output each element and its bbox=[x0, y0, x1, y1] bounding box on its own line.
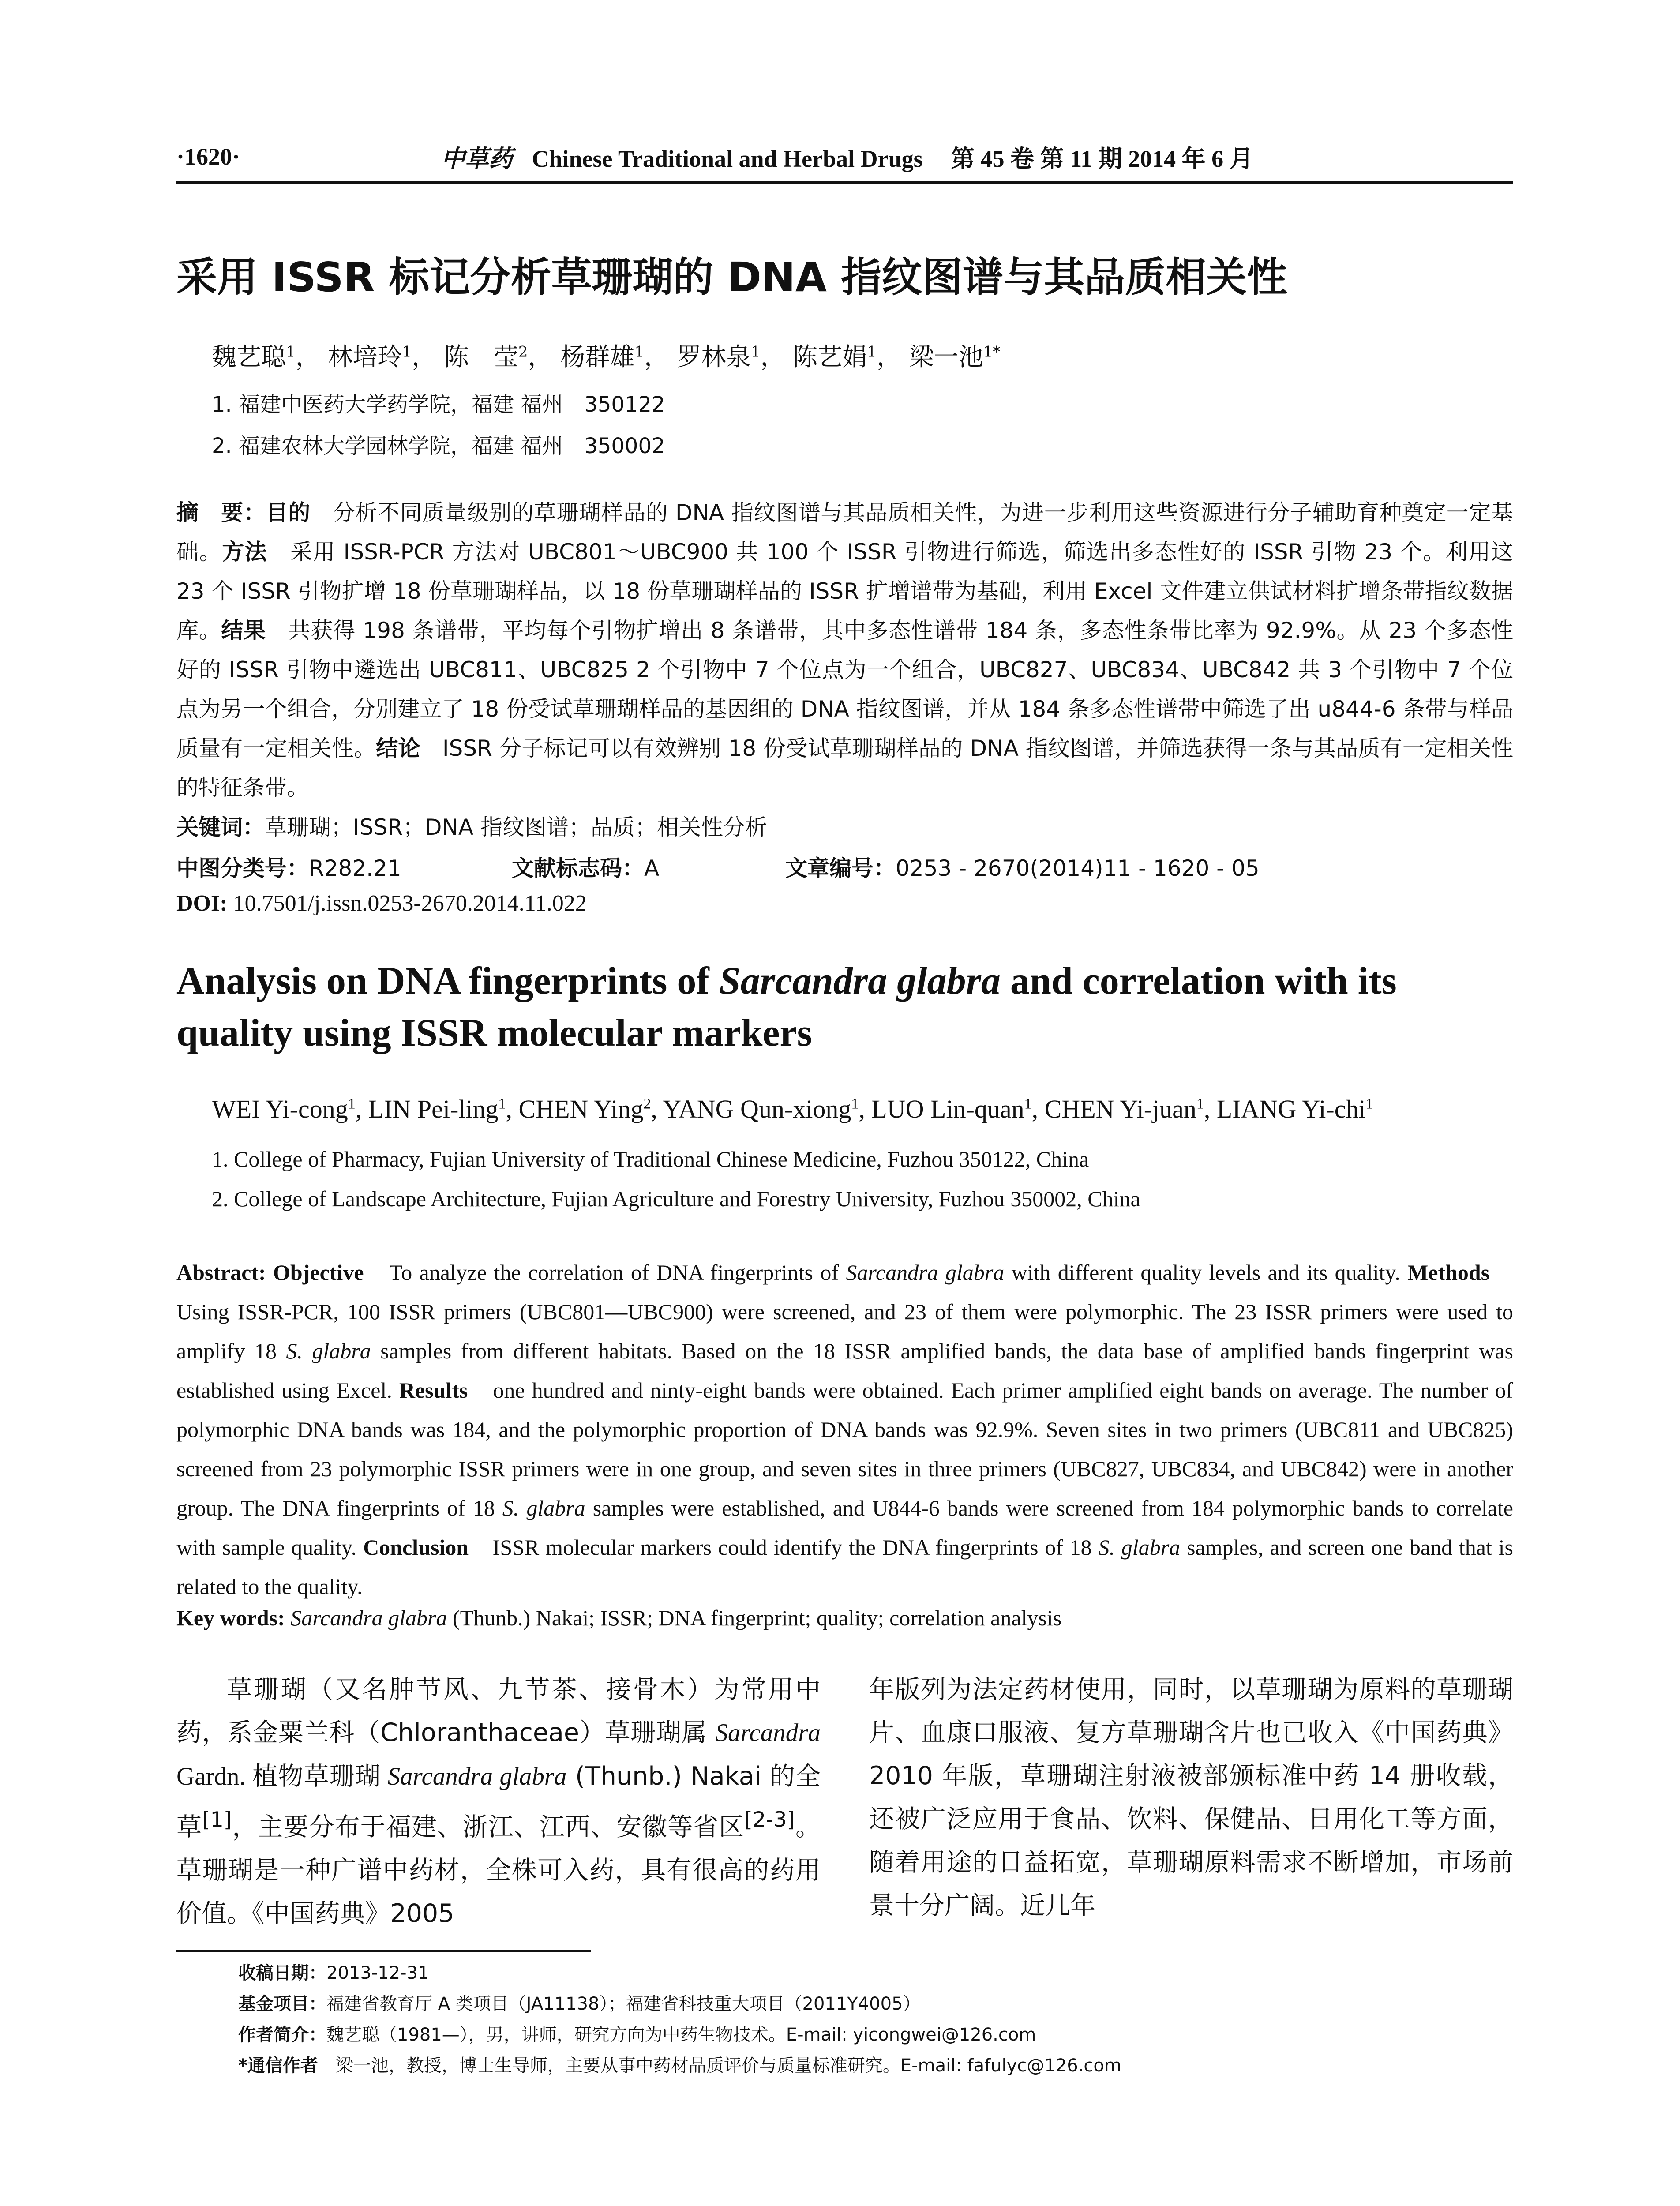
author-sup: 1* bbox=[983, 343, 1001, 361]
footnote-text: 梁一池，教授，博士生导师，主要从事中药材品质评价与质量标准研究。E-mail: fafulyc@126.com bbox=[318, 2056, 1121, 2076]
author-en: LIANG Yi-chi bbox=[1216, 1095, 1366, 1123]
author-sup: 1 bbox=[867, 343, 877, 361]
species-name: Sarcandra glabra bbox=[387, 1763, 567, 1790]
article-label: 文章编号： bbox=[785, 855, 896, 881]
methods-text: samples from different habitats. Based on the 18 ISSR amplified bands, the data base of amplified bands fingerprint was established using Excel. bbox=[176, 1339, 1513, 1403]
keywords-en-label: Key words: bbox=[176, 1606, 285, 1630]
body-text: (Thunb.) Nakai 的全草 bbox=[176, 1762, 821, 1842]
classification-line bbox=[176, 851, 1513, 882]
body-text: Gardn. 植物草珊瑚 bbox=[176, 1763, 388, 1790]
objective-text: with different quality levels and its quality. bbox=[1004, 1260, 1408, 1285]
footnote-text: 2013-12-31 bbox=[326, 1963, 429, 1983]
keywords-cn bbox=[176, 810, 767, 841]
footnote-label: 基金项目： bbox=[238, 1994, 326, 2014]
affiliation-cn-1: 1. 福建中医药大学药学院，福建 福州 350122 bbox=[212, 392, 665, 417]
article-number bbox=[785, 851, 1260, 882]
affiliation-en-2: 2. College of Landscape Architecture, Fujian Agriculture and Forestry University, Fuzhou 350002, China bbox=[212, 1186, 1140, 1211]
species-name: S. glabra bbox=[1098, 1535, 1181, 1560]
author-sup: 2 bbox=[518, 343, 528, 361]
author-en: CHEN Yi-juan bbox=[1044, 1095, 1196, 1123]
body-column-left bbox=[176, 1668, 821, 1935]
class-number bbox=[176, 851, 512, 882]
results-text: samples were established, and U844-6 bands were screened from 184 polymorphic bands to correlate with sample quality. bbox=[176, 1496, 1513, 1560]
doi-value[interactable]: 10.7501/j.issn.0253-2670.2014.11.022 bbox=[227, 891, 587, 916]
authors-en: WEI Yi-cong$^1$, LIN Pei-ling$^1$, CHEN Ying$^2$, YANG Qun-xiong$^1$, LUO Lin-quan$^1$, CHEN Yi-juan$^1$, LIANG Yi-chi$^1$ bbox=[212, 1095, 1373, 1123]
keywords-en bbox=[176, 1605, 1513, 1631]
author-sup: 1 bbox=[851, 1095, 859, 1112]
doi-label: DOI: bbox=[176, 891, 228, 916]
results-text: 共获得 198 条谱带，平均每个引物扩增出 8 条谱带，其中多态性谱带 184 条，多态性条带比率为 92.9%。从 23 个多态性好的 ISSR 引物中遴选出 UBC811、UBC825 2 个引物中 7 个位点为一个组合，UBC827、UBC834、UBC842 共 3 个引物中 7 个位点为另一个组合，分别建立了 18 份受试草珊瑚样品的基因组的 DNA 指纹图谱，并从 184 条多态性谱带中筛选了出 u844-6 条带与样品质量有一定相关性。 bbox=[176, 618, 1513, 761]
author-sup: 1 bbox=[402, 343, 412, 361]
class-label: 中图分类号： bbox=[176, 855, 309, 881]
doccode-label: 文献标志码： bbox=[512, 855, 644, 881]
journal-title bbox=[441, 140, 1253, 174]
species-name: S. glabra bbox=[502, 1496, 585, 1520]
objective-text: To analyze the correlation of DNA fingerprints of bbox=[364, 1260, 846, 1285]
author-en: LUO Lin-quan bbox=[871, 1095, 1024, 1123]
body-text: 。草珊瑚是一种广谱中药材，全株可入药，具有很高的药用价值。《中国药典》2005 bbox=[176, 1812, 821, 1928]
author-en: CHEN Ying bbox=[518, 1095, 644, 1123]
doi-line bbox=[176, 890, 587, 916]
class-value: R282.21 bbox=[309, 855, 401, 881]
authors-cn: 魏艺聪$^1$， 林培玲$^1$， 陈 莹$^2$， 杨群雄$^1$， 罗林泉$^1$， 陈艺娟$^1$， 梁一池$^{1*}$ bbox=[212, 343, 1001, 371]
author-sup: 1 bbox=[1365, 1095, 1373, 1112]
author-cn: 杨群雄 bbox=[560, 343, 635, 371]
conclusion-label: Conclusion bbox=[363, 1535, 469, 1560]
keywords-label: 关键词： bbox=[176, 814, 265, 840]
results-label: Results bbox=[399, 1378, 468, 1403]
affiliation-en-1: 1. College of Pharmacy, Fujian University of Traditional Chinese Medicine, Fuzhou 350122, China bbox=[212, 1147, 1089, 1171]
citation-ref[interactable]: [1] bbox=[202, 1808, 232, 1832]
author-cn: 林培玲 bbox=[328, 343, 402, 371]
author-sup: 1 bbox=[1024, 1095, 1032, 1112]
species-name: S. glabra bbox=[286, 1339, 371, 1363]
doc-code bbox=[512, 851, 785, 882]
keywords-text: 草珊瑚；ISSR；DNA 指纹图谱；品质；相关性分析 bbox=[265, 814, 767, 840]
footnote-author bbox=[238, 2021, 1518, 2046]
abstract-cn bbox=[176, 493, 1513, 807]
title-cn: 采用 ISSR 标记分析草珊瑚的 DNA 指纹图谱与其品质相关性 bbox=[176, 254, 1288, 301]
methods-text: Using ISSR-PCR, 100 ISSR primers (UBC801—UBC900) were screened, and 23 of them were polymorphic. The 23 ISSR primers were used to amplify 18 bbox=[176, 1260, 1514, 1363]
keywords-en-species: Sarcandra glabra bbox=[285, 1606, 447, 1630]
footnote-fund bbox=[238, 1990, 1518, 2015]
keywords-en-text: (Thunb.) Nakai; ISSR; DNA fingerprint; quality; correlation analysis bbox=[447, 1606, 1062, 1630]
author-cn: 罗林泉 bbox=[676, 343, 751, 371]
page-number: ·1620· bbox=[176, 143, 240, 170]
body-text: 草珊瑚（又名肿节风、九节茶、接骨木）为常用中药，系金粟兰科（Chloranthaceae）草珊瑚属 bbox=[176, 1675, 821, 1747]
title-en-species: Sarcandra glabra bbox=[719, 960, 1001, 1002]
author-en: YANG Qun-xiong bbox=[663, 1095, 851, 1123]
author-sup: 2 bbox=[643, 1095, 651, 1112]
author-cn: 陈艺娟 bbox=[793, 343, 867, 371]
title-en-part: and correlation with its quality using ISSR molecular markers bbox=[176, 960, 1397, 1054]
results-text: one hundred and ninty-eight bands were obtained. Each primer amplified eight bands on average. The number of polymorphic DNA bands was 184, and the polymorphic proportion of DNA bands was 92.9%. Seven sites in two primers (UBC811 and UBC825) screened from 23 polymorphic ISSR primers were in one group, and seven sites in three primers (UBC827, UBC834, and UBC842) were in another group. The DNA fingerprints of 18 bbox=[176, 1378, 1513, 1520]
body-column-right: 年版列为法定药材使用，同时，以草珊瑚为原料的草珊瑚片、血康口服液、复方草珊瑚含片也已收入《中国药典》2010 年版，草珊瑚注射液被部颁标准中药 14 册收载，还被广泛应用于食品、饮料、保健品、日用化工等方面，随着用途的日益拓宽，草珊瑚原料需求不断增加，市场前景十分广阔。近几年 bbox=[869, 1675, 1513, 1920]
affiliation-cn-2: 2. 福建农林大学园林学院，福建 福州 350002 bbox=[212, 434, 665, 458]
author-sup: 1 bbox=[498, 1095, 506, 1112]
footnote-text: 魏艺聪（1981—），男，讲师，研究方向为中药生物技术。E-mail: yicongwei@126.com bbox=[326, 2025, 1036, 2045]
abstract-en bbox=[176, 1253, 1513, 1606]
genus-name: Sarcandra bbox=[715, 1719, 821, 1747]
article-value: 0253 - 2670(2014)11 - 1620 - 05 bbox=[896, 855, 1260, 881]
journal-name-en: Chinese Traditional and Herbal Drugs bbox=[532, 145, 923, 172]
footnote-received bbox=[238, 1959, 1518, 1984]
methods-label: 方法 bbox=[222, 539, 268, 565]
doccode-value: A bbox=[644, 855, 660, 881]
methods-text: 采用 ISSR-PCR 方法对 UBC801～UBC900 共 100 个 ISSR 引物进行筛选，筛选出多态性好的 ISSR 引物 23 个。利用这 23 个 ISSR 引物扩增 18 份草珊瑚样品，以 18 份草珊瑚样品的 ISSR 扩增谱带为基础，利用 Excel 文件建立供试材料扩增条带指纹数据库。 bbox=[176, 539, 1514, 643]
author-cn: 陈 莹 bbox=[444, 343, 518, 371]
citation-ref[interactable]: [2-3] bbox=[744, 1808, 795, 1832]
footnote-label: 收稿日期： bbox=[238, 1963, 326, 1983]
author-sup: 1 bbox=[1196, 1095, 1204, 1112]
methods-label: Methods bbox=[1407, 1260, 1490, 1285]
title-en bbox=[176, 955, 1518, 1059]
journal-issue: 第 45 卷 第 11 期 2014 年 6 月 bbox=[951, 145, 1253, 172]
running-header bbox=[176, 132, 1513, 184]
journal-name-cn: 中草药 bbox=[441, 144, 513, 173]
author-cn: 魏艺聪 bbox=[212, 343, 286, 371]
author-en: WEI Yi-cong bbox=[212, 1095, 348, 1123]
author-en: LIN Pei-ling bbox=[368, 1095, 499, 1123]
author-sup: 1 bbox=[286, 343, 296, 361]
abstract-label: 摘 要： bbox=[176, 500, 266, 525]
conclusion-text: ISSR molecular markers could identify the DNA fingerprints of 18 bbox=[469, 1535, 1099, 1560]
footnote-label: *通信作者 bbox=[238, 2056, 318, 2076]
body-text: ，主要分布于福建、浙江、江西、安徽等省区 bbox=[232, 1812, 745, 1842]
footnote-label: 作者简介： bbox=[238, 2025, 326, 2045]
author-sup: 1 bbox=[348, 1095, 356, 1112]
title-en-part: Analysis on DNA fingerprints of bbox=[176, 960, 719, 1002]
author-sup: 1 bbox=[634, 343, 644, 361]
abstract-en-label: Abstract: Objective bbox=[176, 1260, 364, 1285]
author-sup: 1 bbox=[750, 343, 761, 361]
author-cn: 梁一池 bbox=[909, 343, 983, 371]
conclusion-label: 结论 bbox=[376, 735, 420, 761]
conclusion-text: ISSR 分子标记可以有效辨别 18 份受试草珊瑚样品的 DNA 指纹图谱，并筛选获得一条与其品质有一定相关性的特征条带。 bbox=[176, 735, 1514, 800]
objective-text: 分析不同质量级别的草珊瑚样品的 DNA 指纹图谱与其品质相关性，为进一步利用这些资源进行分子辅助育种奠定一定基础。 bbox=[176, 500, 1514, 565]
footnote-corresponding bbox=[238, 2052, 1518, 2077]
conclusion-text: samples, and screen one band that is related to the quality. bbox=[176, 1535, 1514, 1599]
species-name: Sarcandra glabra bbox=[846, 1260, 1005, 1285]
results-label: 结果 bbox=[221, 618, 266, 643]
footnote-text: 福建省教育厅 A 类项目（JA11138）；福建省科技重大项目（2011Y4005） bbox=[326, 1994, 921, 2014]
footnote-divider bbox=[176, 1950, 591, 1952]
objective-label: 目的 bbox=[266, 500, 311, 525]
